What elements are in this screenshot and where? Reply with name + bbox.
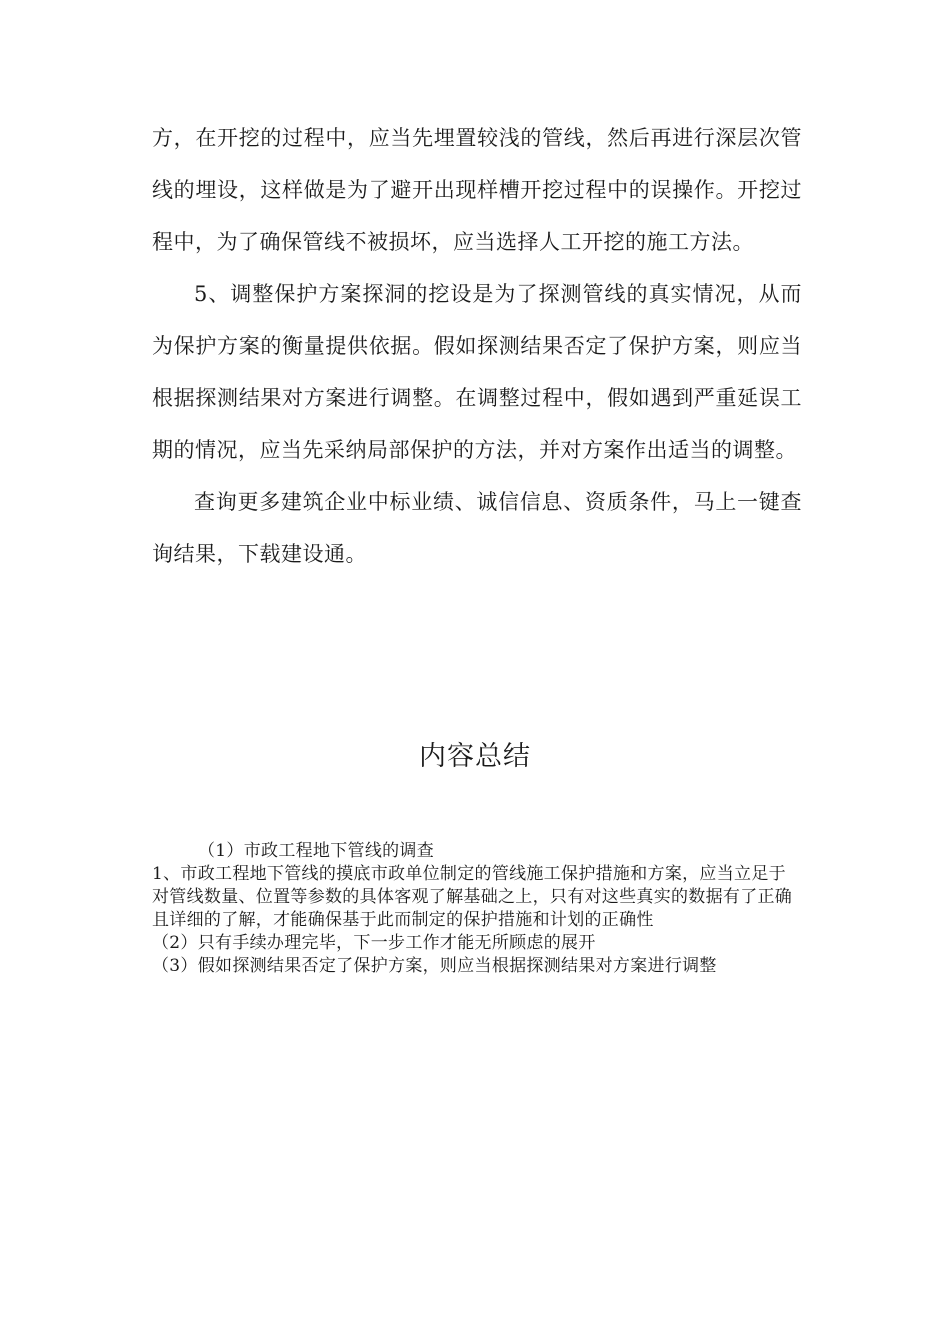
summary-item-1-heading: （1）市政工程地下管线的调查 — [198, 841, 435, 861]
body-paragraph-1: 方，在开挖的过程中，应当先埋置较浅的管线，然后再进行深层次管线的埋设，这样做是为了避开出现样槽开挖过程中的误操作。开挖过程中，为了确保管线不被损坏，应当选择人工开挖的施工方法。 — [152, 126, 802, 254]
summary-item-1-text: 1、市政工程地下管线的摸底市政单位制定的管线施工保护措施和方案，应当立足于对管线数量、位置等参数的具体客观了解基础之上，只有对这些真实的数据有了正确且详细的了解，才能确保基于此而制定的保护措施和计划的正确性 — [152, 864, 793, 930]
body-paragraph-2: 5、调整保护方案探洞的挖设是为了探测管线的真实情况，从而为保护方案的衡量提供依据。假如探测结果否定了保护方案，则应当根据探测结果对方案进行调整。在调整过程中，假如遇到严重延误工期的情况，应当先采纳局部保护的方法，并对方案作出适当的调整。 — [152, 282, 802, 462]
body-paragraph-3: 查询更多建筑企业中标业绩、诚信信息、资质条件，马上一键查询结果，下载建设通。 — [152, 490, 802, 566]
summary-title: 内容总结 — [419, 741, 531, 772]
summary-item-3: （3）假如探测结果否定了保护方案，则应当根据探测结果对方案进行调整 — [152, 956, 717, 976]
body-text — [152, 112, 802, 580]
summary-section — [152, 840, 802, 978]
summary-item-2: （2）只有手续办理完毕，下一步工作才能无所顾虑的展开 — [152, 933, 596, 953]
